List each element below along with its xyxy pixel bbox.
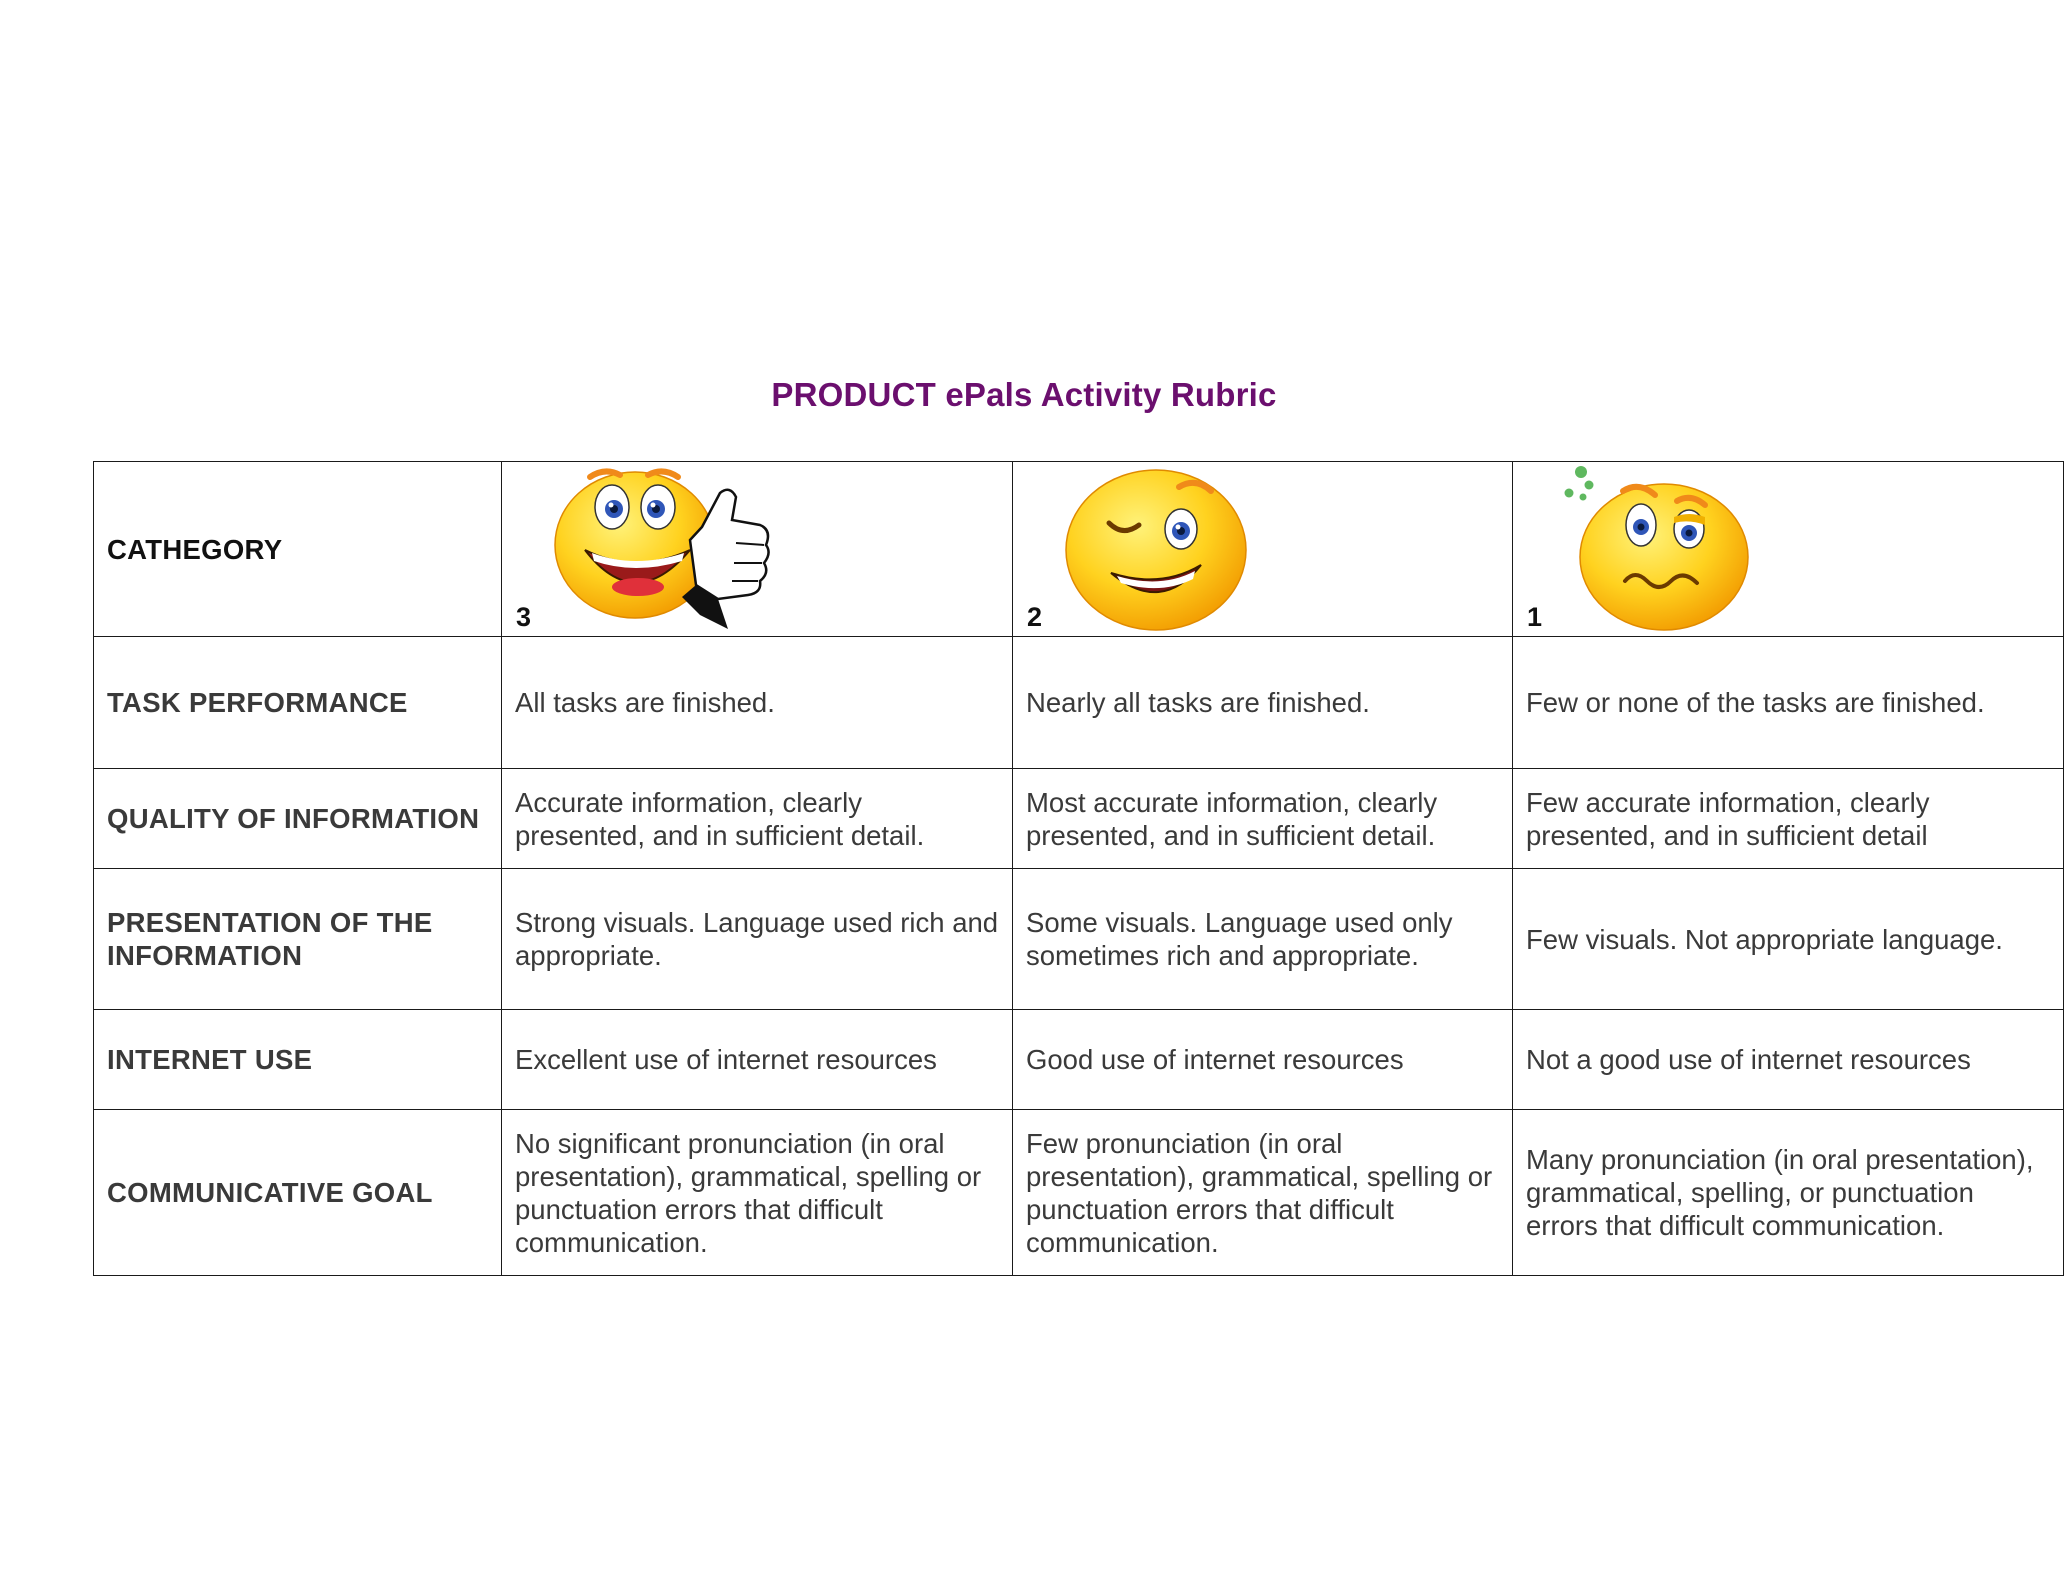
cell-score-3: Strong visuals. Language used rich and appropriate. — [502, 869, 1013, 1010]
cell-score-3: All tasks are finished. — [502, 637, 1013, 769]
table-row — [94, 769, 2064, 869]
category-header: CATHEGORY — [94, 462, 502, 637]
table-row — [94, 869, 2064, 1010]
page-title: PRODUCT ePals Activity Rubric — [771, 376, 1277, 413]
table-row — [94, 637, 2064, 769]
table-row — [94, 1110, 2064, 1276]
cell-score-1: Few accurate information, clearly presented, and in sufficient detail — [1513, 769, 2064, 869]
cell-score-3: No significant pronunciation (in oral presentation), grammatical, spelling or punctuation errors that difficult communication. — [502, 1110, 1013, 1276]
row-category: COMMUNICATIVE GOAL — [94, 1110, 502, 1276]
score-2-label: 2 — [1027, 602, 1043, 632]
header-row — [94, 462, 2064, 637]
cell-score-1: Not a good use of internet resources — [1513, 1010, 2064, 1110]
cell-score-1: Few or none of the tasks are finished. — [1513, 637, 2064, 769]
rubric-table — [93, 461, 2064, 1276]
cell-score-2: Few pronunciation (in oral presentation), grammatical, spelling or punctuation errors that difficult communication. — [1013, 1110, 1513, 1276]
score-1-label: 1 — [1527, 602, 1543, 632]
score-2-header — [1013, 462, 1513, 637]
cell-score-3: Excellent use of internet resources — [502, 1010, 1013, 1110]
row-category: INTERNET USE — [94, 1010, 502, 1110]
winking-smiley-icon — [1061, 465, 1251, 635]
score-1-header — [1513, 462, 2064, 637]
row-category: PRESENTATION OF THE INFORMATION — [94, 869, 502, 1010]
rubric-table-container — [93, 461, 2034, 1273]
thumbs-up-smiley-icon — [550, 465, 780, 630]
cell-score-1: Many pronunciation (in oral presentation), grammatical, spelling, or punctuation errors that difficult communication. — [1513, 1110, 2064, 1276]
cell-score-2: Nearly all tasks are finished. — [1013, 637, 1513, 769]
cell-score-2: Some visuals. Language used only sometimes rich and appropriate. — [1013, 869, 1513, 1010]
cell-score-3: Accurate information, clearly presented, and in sufficient detail. — [502, 769, 1013, 869]
row-category: QUALITY OF INFORMATION — [94, 769, 502, 869]
cell-score-2: Good use of internet resources — [1013, 1010, 1513, 1110]
score-3-label: 3 — [516, 602, 532, 632]
confused-smiley-icon — [1559, 465, 1749, 635]
table-row — [94, 1010, 2064, 1110]
cell-score-1: Few visuals. Not appropriate language. — [1513, 869, 2064, 1010]
score-3-header — [502, 462, 1013, 637]
cell-score-2: Most accurate information, clearly presented, and in sufficient detail. — [1013, 769, 1513, 869]
row-category: TASK PERFORMANCE — [94, 637, 502, 769]
